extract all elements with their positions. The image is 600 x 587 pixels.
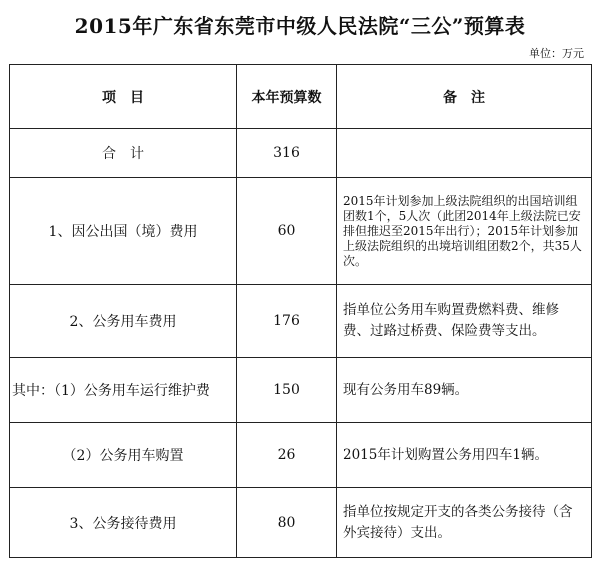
row-amount-vehicle-purchase: 26 [237,423,337,488]
unit-label: 单位：万元 [529,47,584,60]
table-row [10,285,592,358]
row-item-overseas: 1、因公出国（境）费用 [10,178,237,285]
row-item-vehicle-maintenance: 其中：（1）公务用车运行维护费 [10,358,237,423]
table-row [10,129,592,178]
table-row [10,178,592,285]
row-amount-vehicle-maintenance: 150 [237,358,337,423]
row-note-vehicle-maintenance: 现有公务用车89辆。 [337,358,592,423]
budget-table [9,64,592,558]
table-row [10,488,592,558]
page-title: 2015年广东省东莞市中级人民法院“三公”预算表 [74,14,526,38]
row-note-overseas: 2015年计划参加上级法院组织的出国培训组团数1个，5人次（此团2014年上级法院已安排但推迟至2015年出行）；2015年计划参加上级法院组织的出境培训组团数2个，共35人次。 [337,178,592,285]
header-note: 备 注 [337,65,592,129]
row-item-total: 合 计 [10,129,237,178]
table-header-row [10,65,592,129]
row-amount-reception: 80 [237,488,337,558]
header-item: 项 目 [10,65,237,129]
row-note-reception: 指单位按规定开支的各类公务接待（含外宾接待）支出。 [337,488,592,558]
table-row [10,423,592,488]
row-item-reception: 3、公务接待费用 [10,488,237,558]
row-note-vehicle-purchase: 2015年计划购置公务用四车1辆。 [337,423,592,488]
row-amount-overseas: 60 [237,178,337,285]
header-amount: 本年预算数 [237,65,337,129]
table-row [10,358,592,423]
row-item-vehicle: 2、公务用车费用 [10,285,237,358]
row-amount-total: 316 [237,129,337,178]
row-amount-vehicle: 176 [237,285,337,358]
row-item-vehicle-purchase: （2）公务用车购置 [10,423,237,488]
row-note-total [337,129,592,178]
row-note-vehicle: 指单位公务用车购置费燃料费、维修费、过路过桥费、保险费等支出。 [337,285,592,358]
